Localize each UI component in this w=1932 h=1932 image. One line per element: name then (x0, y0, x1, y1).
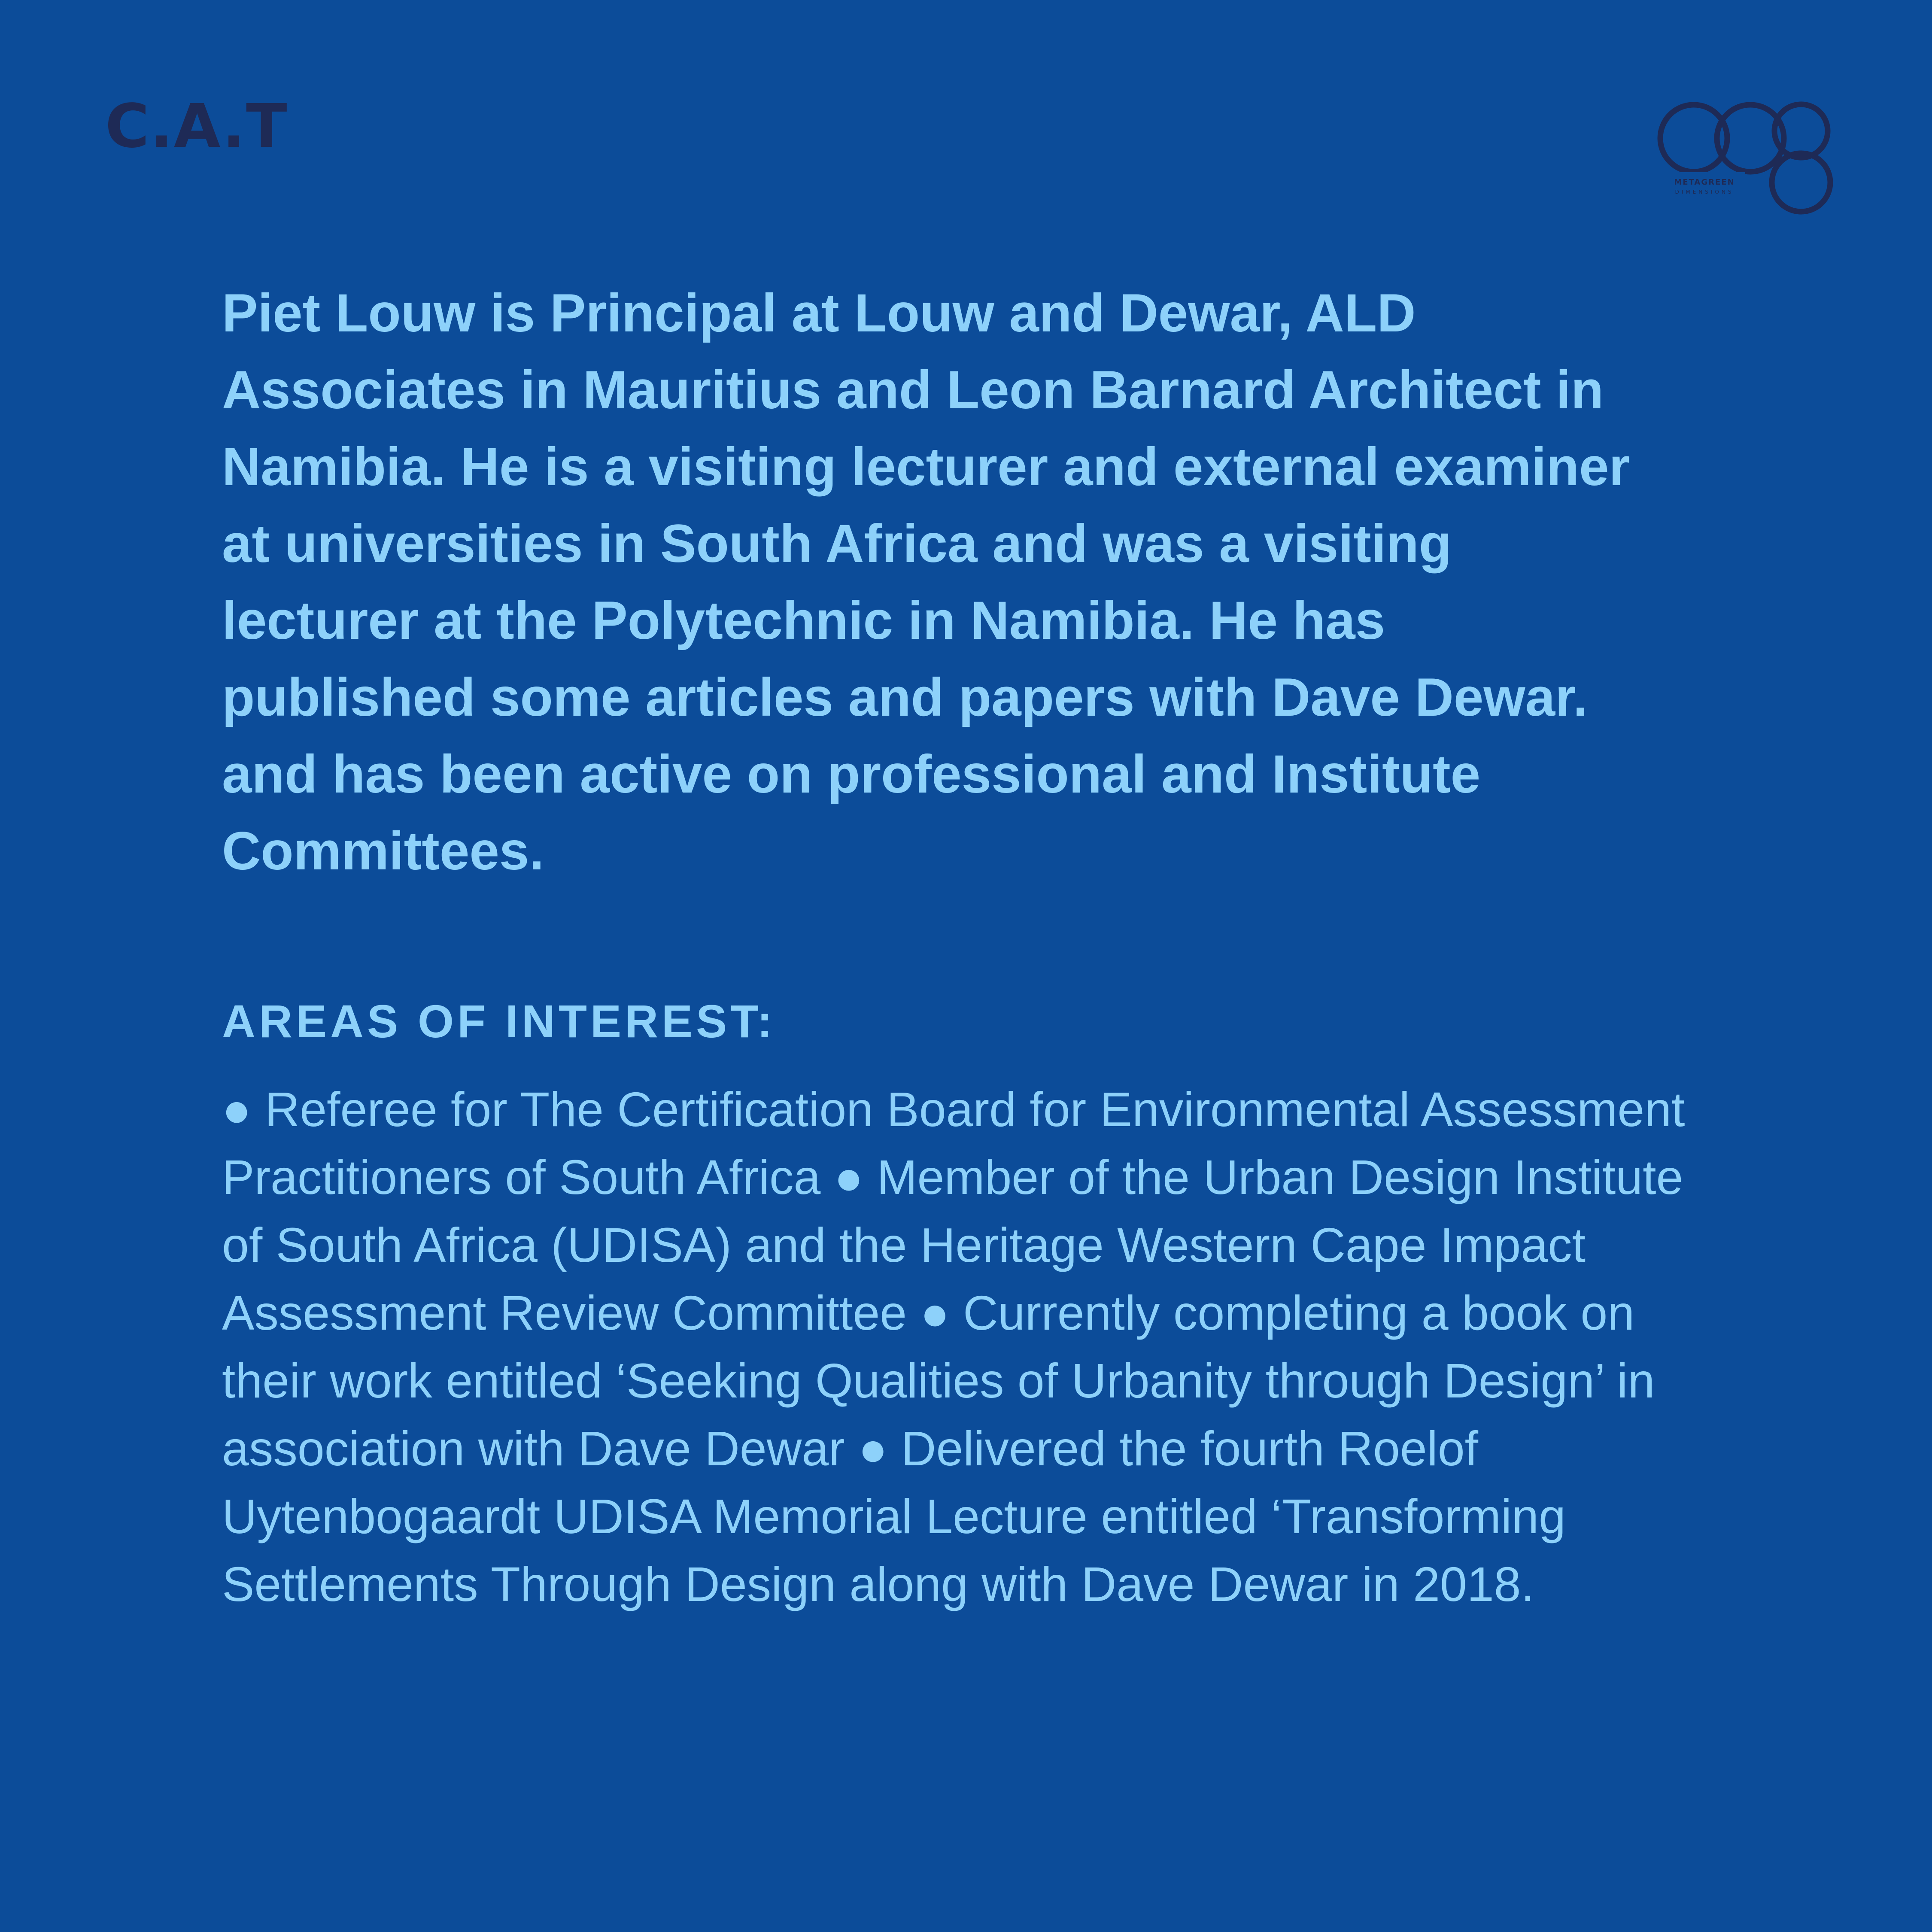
cat-logo: C.A.T (105, 91, 288, 161)
logo-text-line2: DIMENSIONS (1675, 189, 1734, 195)
areas-of-interest-text: ● Referee for The Certification Board for Environmental Assessment Practitioners of South Africa ● Member of the Urban Design Institute of South Africa (UDISA) and the Heritage Western Cape Impact Assessment Review Committee ● Currently completing a book on their work entitled ‘Seeking Qualities of Urbanity through Design’ in association with Dave Dewar ● Delivered the fourth Roelof Uytenbogaardt UDISA Memorial Lecture entitled ‘Transforming Settlements Through Design along with Dave Dewar in 2018. (222, 1082, 1685, 1611)
metagreen-dimensions-logo (1655, 97, 1835, 217)
areas-of-interest-heading: AREAS OF INTEREST: (222, 995, 776, 1047)
bio-paragraph: Piet Louw is Principal at Louw and Dewar, ALD Associates in Mauritius and Leon Barnard Architect in Namibia. He is a visiting lecturer and external examiner at universities in South Africa and was a visiting lecturer at the Polytechnic in Namibia. He has published some articles and papers with Dave Dewar. and has been active on professional and Institute Committees. (222, 283, 1630, 881)
infinity-eight-logo-icon (1655, 97, 1835, 217)
logo-text-line1: METAGREEN (1674, 178, 1735, 187)
